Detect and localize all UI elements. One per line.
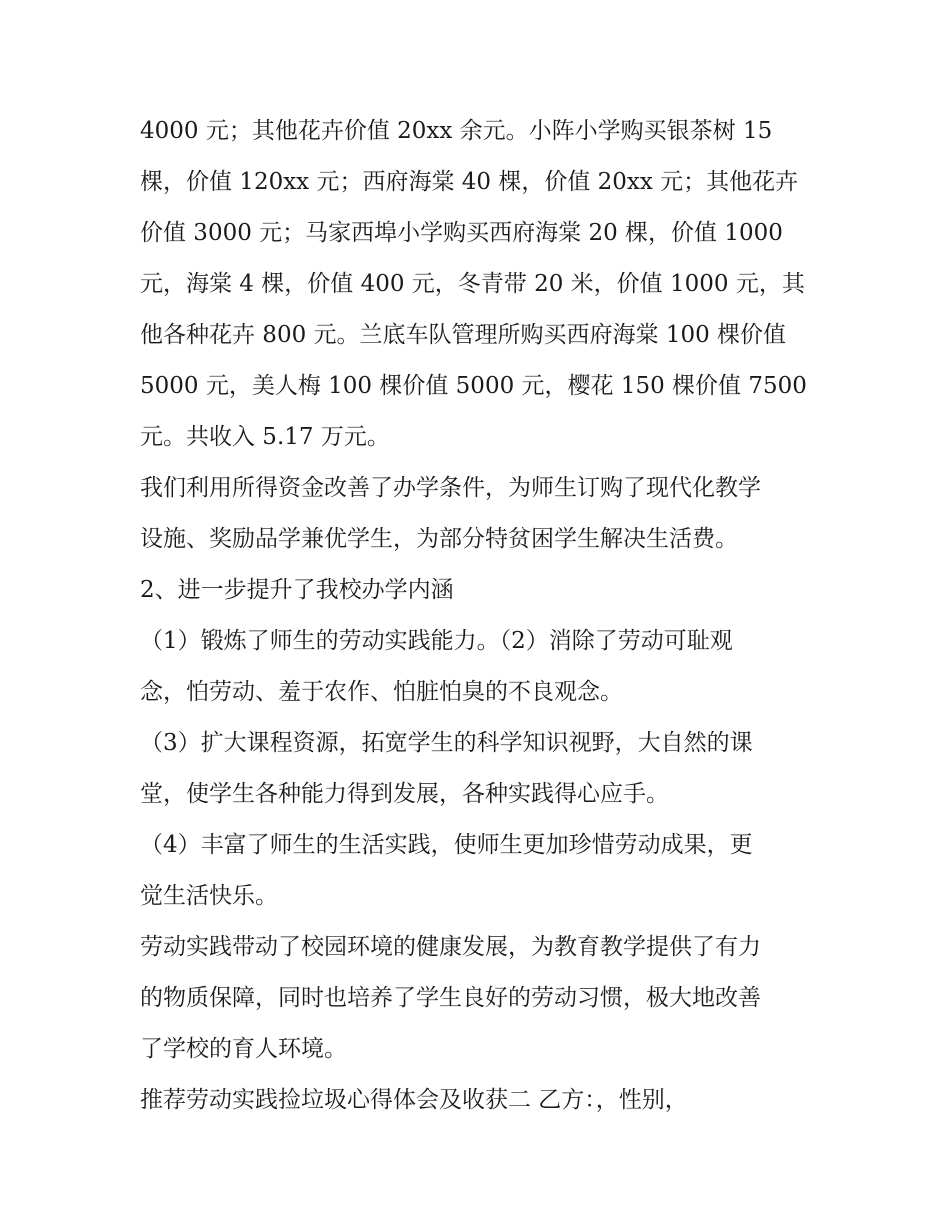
text-line: 4000 元；其他花卉价值 20xx 余元。小阵小学购买银茶树 15 bbox=[140, 118, 773, 144]
text-line: 劳动实践带动了校园环境的健康发展，为教育教学提供了有力 bbox=[140, 934, 761, 960]
text-line: 推荐劳动实践捡垃圾心得体会及收获二 乙方：，性别， bbox=[140, 1087, 688, 1113]
text-line: 价值 3000 元；马家西埠小学购买西府海棠 20 棵，价值 1000 bbox=[140, 220, 783, 246]
text-line: 设施、奖励品学兼优学生，为部分特贫困学生解决生活费。 bbox=[140, 526, 738, 552]
text-line: 元。共收入 5.17 万元。 bbox=[140, 424, 390, 450]
section-heading: 2、进一步提升了我校办学内涵 bbox=[140, 577, 454, 603]
text-line: 5000 元，美人梅 100 棵价值 5000 元，樱花 150 棵价值 7500 bbox=[140, 373, 807, 399]
text-line: 觉生活快乐。 bbox=[140, 883, 278, 909]
text-line: （3）扩大课程资源，拓宽学生的科学知识视野，大自然的课 bbox=[140, 730, 753, 756]
text-line: 元，海棠 4 棵，价值 400 元，冬青带 20 米，价值 1000 元，其 bbox=[140, 271, 805, 297]
text-line: 的物质保障，同时也培养了学生良好的劳动习惯，极大地改善 bbox=[140, 985, 761, 1011]
text-line: 我们利用所得资金改善了办学条件，为师生订购了现代化教学 bbox=[140, 475, 761, 501]
text-line: 念，怕劳动、羞于农作、怕脏怕臭的不良观念。 bbox=[140, 679, 623, 705]
text-line: 棵，价值 120xx 元；西府海棠 40 棵，价值 20xx 元；其他花卉 bbox=[140, 169, 799, 195]
text-line: （4）丰富了师生的生活实践，使师生更加珍惜劳动成果，更 bbox=[140, 832, 753, 858]
text-line: 了学校的育人环境。 bbox=[140, 1036, 347, 1062]
text-line: 堂，使学生各种能力得到发展，各种实践得心应手。 bbox=[140, 781, 669, 807]
document-body bbox=[140, 106, 820, 1126]
text-line: （1）锻炼了师生的劳动实践能力。（2）消除了劳动可耻观 bbox=[140, 628, 733, 654]
text-line: 他各种花卉 800 元。兰底车队管理所购买西府海棠 100 棵价值 bbox=[140, 322, 787, 348]
